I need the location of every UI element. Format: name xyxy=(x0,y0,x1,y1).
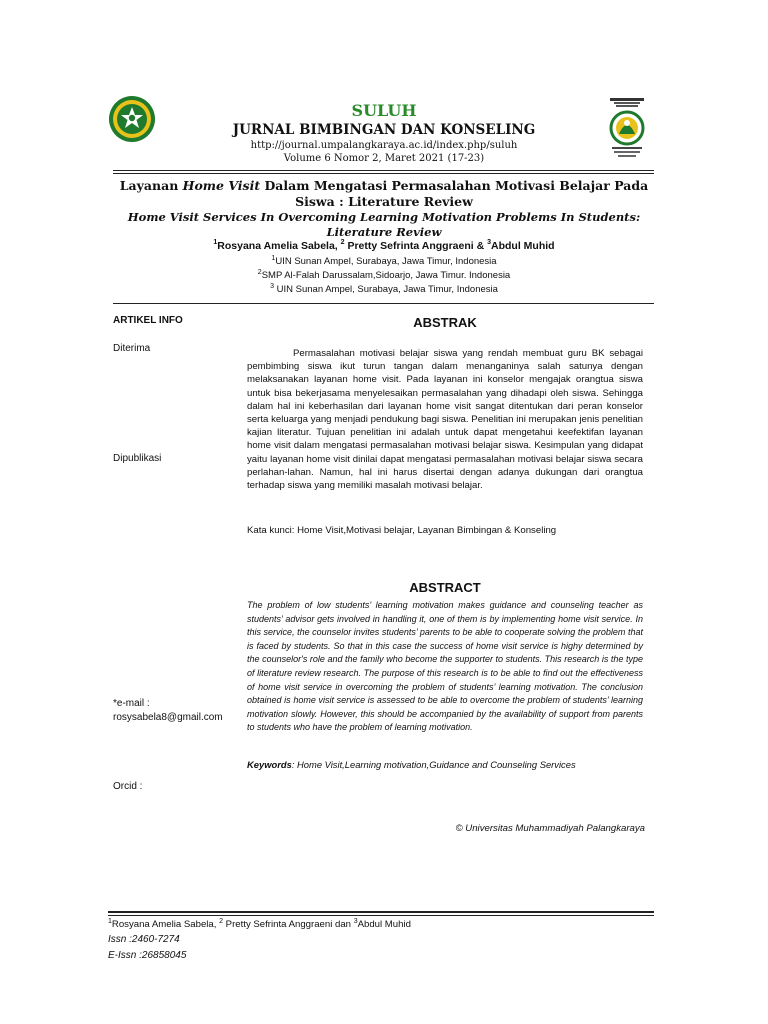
journal-full-title: JURNAL BIMBINGAN DAN KONSELING xyxy=(232,122,536,138)
aff-text-1: UIN Sunan Ampel, Surabaya, Jawa Timur, Indonesia xyxy=(275,256,497,267)
received-label: Diterima xyxy=(113,343,151,354)
title-id-part1: Layanan xyxy=(119,178,183,193)
foot-sup-2: 2 xyxy=(219,918,224,925)
author-sup-3: 3 xyxy=(487,239,492,246)
abstract-body: The problem of low students’ learning motivation makes guidance and counseling teacher as students’ advisor gets involved in handling it, one of them is by implementing home visit service. In this service, the counselor invites students’ parents to be able to cooperate solving the problem that is faced by students. So that in this case the success of home visit service is highy determined by the counselor's role and the family who become the supporter to students. This research is the type of literature review research. The purpose of this research is to be able to find out the effectiveness of home visit service in overcoming the problem of students’ learning motivation. The conclusion obtained is home visit service is assessed to be able to overcome the problem of students’ learning motivation slowly. However, this should be accompanied by the availability of support from parents to students who have the problem of learning motivation. xyxy=(247,600,643,733)
abstrak-keywords: Kata kunci: Home Visit,Motivasi belajar, Layanan Bimbingan & Konseling xyxy=(247,525,557,536)
orcid-label: Orcid : xyxy=(113,781,143,792)
eissn: E-Issn :26858045 xyxy=(108,950,187,961)
issn: Issn :2460-7274 xyxy=(108,934,180,945)
keywords-label: Keywords xyxy=(247,759,292,770)
header-divider-thin xyxy=(113,173,654,174)
aff-sup-2: 2 xyxy=(257,269,262,276)
foot-sup-3: 3 xyxy=(353,918,358,925)
affiliation-1 xyxy=(0,256,768,267)
published-label: Dipublikasi xyxy=(113,453,162,464)
copyright-notice: © Universitas Muhammadiyah Palangkaraya xyxy=(455,823,645,834)
author-sup-1: 1 xyxy=(213,239,218,246)
journal-url[interactable]: http://journal.umpalangkaraya.ac.id/index.php/suluh xyxy=(250,140,518,151)
aff-text-2: SMP Al-Falah Darussalam,Sidoarjo, Jawa Timur. Indonesia xyxy=(261,270,511,281)
abstrak-body xyxy=(247,347,643,492)
aff-sup-3: 3 xyxy=(270,283,274,290)
abstract-heading: ABSTRACT xyxy=(409,580,481,595)
foot-sup-1: 1 xyxy=(108,918,112,925)
author-1: Rosyana Amelia Sabela, xyxy=(217,240,341,252)
aff-text-3: UIN Sunan Ampel, Surabaya, Jawa Timur, Indonesia xyxy=(274,284,498,295)
affiliation-3 xyxy=(0,284,768,295)
footer-divider xyxy=(108,911,654,913)
article-title-english: Home Visit Services In Overcoming Learning Motivation Problems In Students: Literature Review xyxy=(127,210,641,239)
footer-authors xyxy=(108,919,411,930)
author-2: Pretty Sefrinta Anggraeni & xyxy=(344,240,488,252)
email-address[interactable]: rosysabela8@gmail.com xyxy=(113,712,223,723)
footer-divider-thin xyxy=(108,915,654,916)
abstrak-text: Permasalahan motivasi belajar siswa yang rendah membuat guru BK sebagai pembimbing siswa ikut turun tangan dalam menanganinya salah satunya dengan melaksanakan layanan home visit. Pada layanan ini konselor mengajak orangtua siswa untuk bisa bekerjasama menyelesaikan permasalahan yang dihadapi oleh siswa. Sehingga dalam hal ini keberhasilan dari layanan home visit sangat ditentukan dari peran konselor serta keluarga yang menjadi pendukung bagi siswa. Penelitian ini merupakan jenis penelitian kajian literatur. Tujuan penelitian ini adalah untuk dapat mengetahui keefektifan layanan home visit dalam mengatasi permasalahan motivasi belajar siswa. Kesimpulan yang didapat yaitu layanan home visit dinilai dapat mengatasi permasalahan motivasi belajar siswa secara perlahan-lahan. Namun, hal ini harus disertai dengan adanya dukungan dari orangtua terhadap siswa yang memiliki masalah motivasi belajar. xyxy=(247,348,643,492)
section-divider xyxy=(113,303,654,304)
aff-sup-1: 1 xyxy=(271,255,276,262)
article-title-indonesian xyxy=(110,178,658,210)
foot-author-2: Pretty Sefrinta Anggraeni dan xyxy=(223,919,354,930)
author-sup-2: 2 xyxy=(340,239,345,246)
title-id-part2: Dalam Mengatasi Permasalahan Motivasi Belajar Pada Siswa : Literature Review xyxy=(260,178,649,209)
foot-author-3: Abdul Muhid xyxy=(357,919,411,930)
journal-volume: Volume 6 Nomor 2, Maret 2021 (17-23) xyxy=(283,153,485,164)
email-label: *e-mail : xyxy=(113,698,150,709)
abstract-keywords xyxy=(247,759,576,770)
author-list xyxy=(0,240,768,252)
author-3: Abdul Muhid xyxy=(491,240,555,252)
foot-author-1: Rosyana Amelia Sabela, xyxy=(111,919,220,930)
journal-name: SULUH xyxy=(351,101,417,120)
header-divider xyxy=(113,170,654,171)
abstrak-heading: ABSTRAK xyxy=(413,315,477,330)
article-info-heading: ARTIKEL INFO xyxy=(113,315,183,326)
title-id-italic: Home Visit xyxy=(182,178,261,193)
keywords-text: : Home Visit,Learning motivation,Guidance and Counseling Services xyxy=(291,759,576,770)
affiliation-2 xyxy=(0,270,768,281)
